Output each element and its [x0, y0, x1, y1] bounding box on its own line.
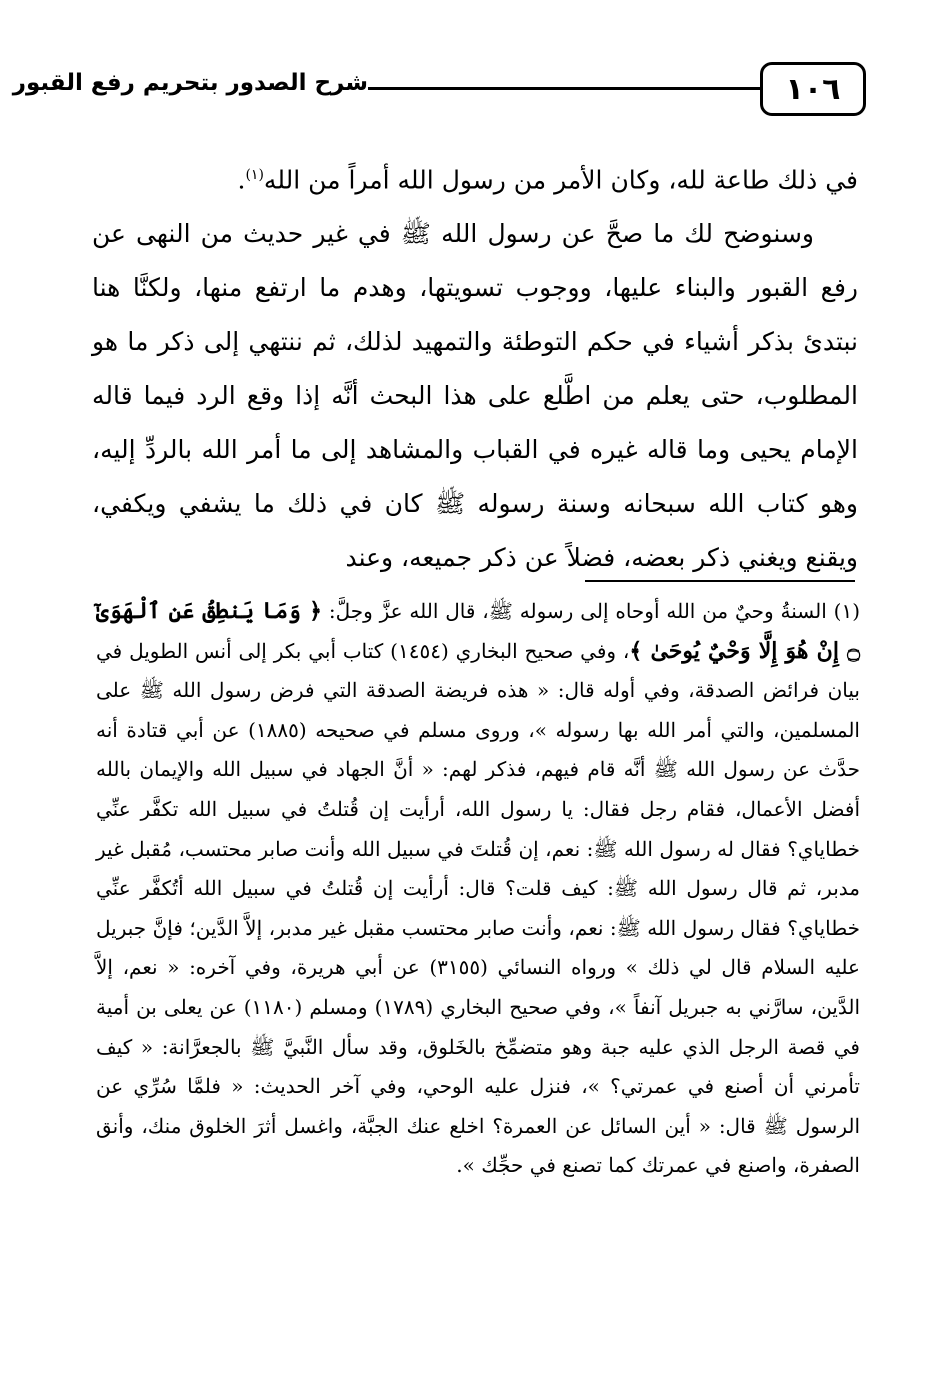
footnote — [96, 592, 860, 1186]
page-header — [12, 62, 866, 120]
footnote-body: ، وفي صحيح البخاري (١٤٥٤) كتاب أبي بكر إلى أنس الطويل في بيان فرائض الصدقة، وفي أوله قال: « هذه فريضة الصدقة التي فرض رسول الله ﷺ على المسلمين، والتي أمر الله بها رسوله »، وروى مسلم في صحيحه (١٨٨٥) عن أبي قتادة أنه حدَّث عن رسول الله ﷺ أنَّه قام فيهم، فذكر لهم: « أنَّ الجهاد في سبيل الله والإيمان بالله أفضل الأعمال، فقام رجل فقال: يا رسول الله، أرأيت إن قُتلتُ في سبيل الله تكفَّر عنِّي خطاياي؟ فقال له رسول الله ﷺ: نعم، إن قُتلتَ في سبيل الله وأنت صابر محتسب، مُقبل غير مدبر، ثم قال رسول الله ﷺ: كيف قلت؟ قال: أرأيت إن قُتلتُ في سبيل الله أتُكفَّر عنِّي خطاياي؟ فقال رسول الله ﷺ: نعم، وأنت صابر محتسب مقبل غير مدبر، إلاَّ الدَّين؛ فإنَّ جبريل عليه السلام قال لي ذلك » ورواه النسائي (٣١٥٥) عن أبي هريرة، وفي آخره: « نعم، إلاَّ الدَّين، سارَّني به جبريل آنفاً »، وفي صحيح البخاري (١٧٨٩) ومسلم (١١٨٠) عن يعلى بن أمية في قصة الرجل الذي عليه جبة وهو متضمِّخ بالخَلوق، وقد سأل النَّبيَّ ﷺ بالجعرَّانة: « كيف تأمرني أن أصنع في عمرتي؟ »، فنزل عليه الوحي، وفي آخر الحديث: « فلمَّا سُرِّي عن الرسول ﷺ قال: « أين السائل عن العمرة؟ اخلع عنك الجبَّة، واغسل أثرَ الخلوق منك، وأنق الصفرة، واصنع في عمرتك كما تصنع في حجِّك ». — [96, 638, 861, 1178]
paragraph-1 — [92, 148, 858, 207]
quran-verse: ﴿ وَمَا يَنطِقُ عَنِ ٱلْهَوَىٰٓ ۝ إِنْ هُوَ إِلَّا وَحْيٌ يُوحَىٰ ﴾ — [96, 598, 861, 664]
page-number: ١٠٦ — [760, 62, 866, 116]
footnote-ref: (١) — [245, 167, 264, 183]
paragraph-1-end: . — [237, 165, 246, 195]
footnote-intro: (١) السنةُ وحيٌ من الله أوحاه إلى رسوله ﷺ، قال الله عزَّ وجلَّ: — [328, 599, 861, 623]
paragraph-2: وسنوضح لك ما صحَّ عن رسول الله ﷺ في غير حديث من النهى عن رفع القبور والبناء عليها، ووجوب تسويتها، وهدم ما ارتفع منها، ولكنَّا هنا نبتدئ بذكر أشياء في حكم التوطئة والتمهيد لذلك، ثم ننتهي إلى ذكر ما هو المطلوب، حتى يعلم من اطَّلع على هذا البحث أنَّه إذا وقع الرد فيما قاله الإمام يحيى وما قاله غيره في القباب والمشاهد إلى ما أمر الله بالردِّ إليه، وهو كتاب الله سبحانه وسنة رسوله ﷺ كان في ذلك ما يشفي ويكفي، ويقنع ويغني ذكر بعضه، فضلاً عن ذكر جميعه، وعند — [92, 219, 858, 573]
footnote-divider — [585, 580, 855, 582]
footnote-paragraph — [96, 592, 860, 1186]
main-text — [92, 148, 858, 585]
header-rule — [368, 87, 760, 90]
book-title: شرح الصدور بتحريم رفع القبور — [12, 70, 368, 96]
paragraph-1-text: في ذلك طاعة لله، وكان الأمر من رسول الله أمراً من الله — [263, 165, 858, 195]
